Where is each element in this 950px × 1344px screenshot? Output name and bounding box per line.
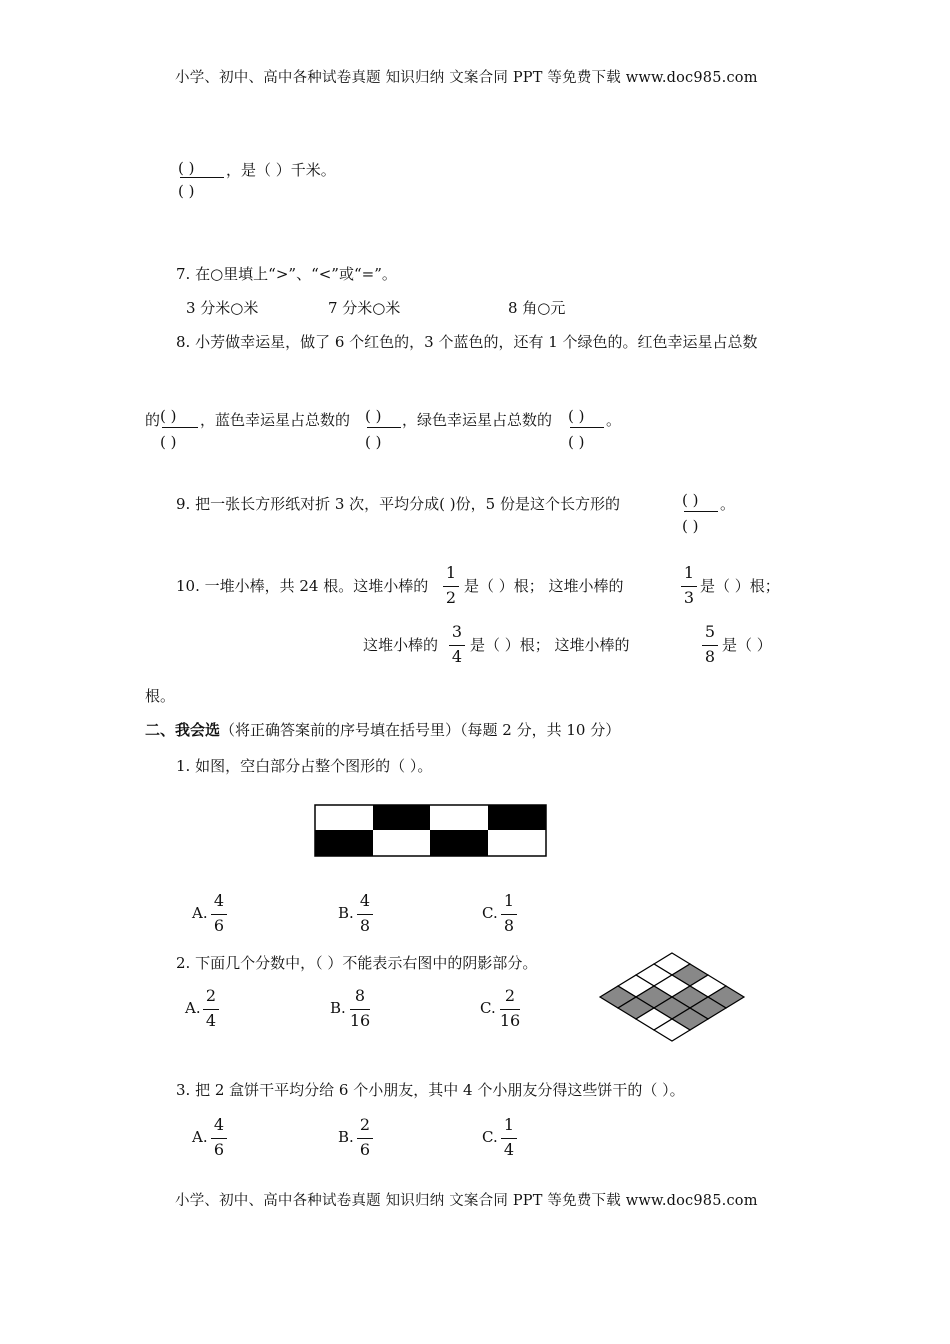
q10-text-2: 是（ ）根； 这堆小棒的: [464, 577, 624, 595]
q10-text-5: 是（ ）根； 这堆小棒的: [470, 636, 630, 654]
s2q1-opt-c-num: 1: [503, 891, 515, 910]
s2q3-text: 3. 把 2 盒饼干平均分给 6 个小朋友，其中 4 个小朋友分得这些饼干的（ ）。: [176, 1081, 685, 1099]
section2-title: 二、我会选: [145, 721, 221, 739]
fraction-bar: [203, 1009, 219, 1010]
s2q3-opt-b-num: 2: [359, 1115, 371, 1134]
q9-blank-num: ( ): [682, 491, 699, 509]
cell-black: [430, 830, 488, 856]
s2q3-opt-a-num: 4: [213, 1115, 225, 1134]
fraction-bar: [501, 1138, 517, 1139]
fraction-bar: [211, 914, 227, 915]
q10-frac1-den: 2: [445, 588, 457, 607]
q10-text-3: 是（ ）根；: [700, 577, 780, 595]
q10-text-6: 是（ ）: [722, 636, 772, 654]
q8-mid2: ，绿色幸运星占总数的: [402, 411, 553, 429]
q10-frac4-num: 5: [704, 622, 716, 641]
s2q1-opt-b-den: 8: [359, 916, 371, 935]
q8-blank3-num: ( ): [568, 407, 585, 425]
fraction-bar: [443, 586, 459, 587]
s2q3-opt-a-den: 6: [213, 1140, 225, 1159]
s2q1-opt-a-den: 6: [213, 916, 225, 935]
q8-end: 。: [606, 411, 622, 429]
section2-heading: [145, 720, 620, 740]
checker-rectangle-figure: [314, 804, 547, 857]
fraction-bar: [500, 1009, 520, 1010]
s2q2-opt-b-label: B.: [330, 999, 346, 1017]
q10-frac3-den: 4: [451, 647, 463, 666]
q8-blank1-num: ( ): [160, 407, 177, 425]
s2q1-text: 1. 如图，空白部分占整个图形的（ ）。: [176, 757, 433, 775]
cont-blank-num: ( ): [178, 159, 195, 177]
fraction-bar: [357, 1138, 373, 1139]
s2q1-opt-a-label: A.: [192, 904, 208, 922]
q9-text: 9. 把一张长方形纸对折 3 次，平均分成( )份，5 份是这个长方形的: [176, 495, 620, 513]
fraction-bar: [449, 645, 465, 646]
q7-title: 7. 在○里填上“>”、“<”或“=”。: [176, 265, 397, 283]
s2q3-opt-a-label: A.: [192, 1128, 208, 1146]
q8-blank2-den: ( ): [365, 433, 382, 451]
s2q1-opt-c-label: C.: [482, 904, 498, 922]
q9-end: 。: [720, 495, 736, 513]
cell-white: [488, 830, 546, 856]
fraction-bar: [367, 427, 401, 428]
cell-white: [315, 805, 373, 830]
cell-black: [315, 830, 373, 856]
q8-blank3-den: ( ): [568, 433, 585, 451]
fraction-bar: [180, 177, 224, 178]
fraction-bar: [211, 1138, 227, 1139]
s2q3-opt-c-den: 4: [503, 1140, 515, 1159]
s2q1-opt-b-label: B.: [338, 904, 354, 922]
q10-frac4-den: 8: [704, 647, 716, 666]
s2q2-opt-c-den: 16: [499, 1011, 521, 1030]
fraction-bar: [350, 1009, 370, 1010]
q9-blank-den: ( ): [682, 517, 699, 535]
s2q3-opt-b-label: B.: [338, 1128, 354, 1146]
s2q2-opt-a-den: 4: [205, 1011, 217, 1030]
section2-desc: （将正确答案前的序号填在括号里）（每题 2 分，共 10 分）: [220, 721, 621, 739]
q8-blank2-num: ( ): [365, 407, 382, 425]
s2q3-opt-c-label: C.: [482, 1128, 498, 1146]
q10-frac1-num: 1: [445, 563, 457, 582]
q10-text-4: 这堆小棒的: [363, 636, 439, 654]
fraction-bar: [501, 914, 517, 915]
s2q3-opt-b-den: 6: [359, 1140, 371, 1159]
cell-white: [373, 830, 430, 856]
s2q2-opt-a-num: 2: [205, 986, 217, 1005]
s2q1-opt-c-den: 8: [503, 916, 515, 935]
q8-line1: 8. 小芳做幸运星，做了 6 个红色的，3 个蓝色的，还有 1 个绿色的。红色幸运星占总数: [176, 333, 758, 351]
s2q2-opt-a-label: A.: [185, 999, 201, 1017]
s2q2-text: 2. 下面几个分数中，（ ）不能表示右图中的阴影部分。: [176, 954, 538, 972]
diamond-grid-figure: [590, 950, 754, 1046]
cell-black: [373, 805, 430, 830]
cont-text: ，是（ ）千米。: [226, 161, 336, 179]
q10-frac2-den: 3: [683, 588, 695, 607]
fraction-bar: [357, 914, 373, 915]
s2q3-opt-c-num: 1: [503, 1115, 515, 1134]
q10-text-1: 10. 一堆小棒，共 24 根。这堆小棒的: [176, 577, 429, 595]
s2q2-opt-c-num: 2: [504, 986, 516, 1005]
fraction-bar: [702, 645, 718, 646]
q10-text-7: 根。: [145, 687, 176, 705]
fraction-bar: [162, 427, 198, 428]
s2q1-opt-a-num: 4: [213, 891, 225, 910]
fraction-bar: [684, 511, 718, 512]
s2q2-opt-b-num: 8: [354, 986, 366, 1005]
cell-black: [488, 805, 546, 830]
q7-item-c: 8 角○元: [508, 299, 566, 317]
cell-white: [430, 805, 488, 830]
q10-frac3-num: 3: [451, 622, 463, 641]
q8-pre: 的: [145, 411, 161, 429]
s2q2-opt-c-label: C.: [480, 999, 496, 1017]
q10-frac2-num: 1: [683, 563, 695, 582]
s2q1-opt-b-num: 4: [359, 891, 371, 910]
fraction-bar: [570, 427, 604, 428]
q7-item-a: 3 分米○米: [186, 299, 259, 317]
q8-mid1: ，蓝色幸运星占总数的: [200, 411, 351, 429]
page-header: 小学、初中、高中各种试卷真题 知识归纳 文案合同 PPT 等免费下载 www.doc985.com: [175, 70, 758, 86]
cont-blank-den: ( ): [178, 182, 195, 200]
fraction-bar: [681, 586, 697, 587]
q8-blank1-den: ( ): [160, 433, 177, 451]
q7-item-b: 7 分米○米: [328, 299, 401, 317]
page-footer: 小学、初中、高中各种试卷真题 知识归纳 文案合同 PPT 等免费下载 www.doc985.com: [175, 1193, 758, 1209]
s2q2-opt-b-den: 16: [349, 1011, 371, 1030]
